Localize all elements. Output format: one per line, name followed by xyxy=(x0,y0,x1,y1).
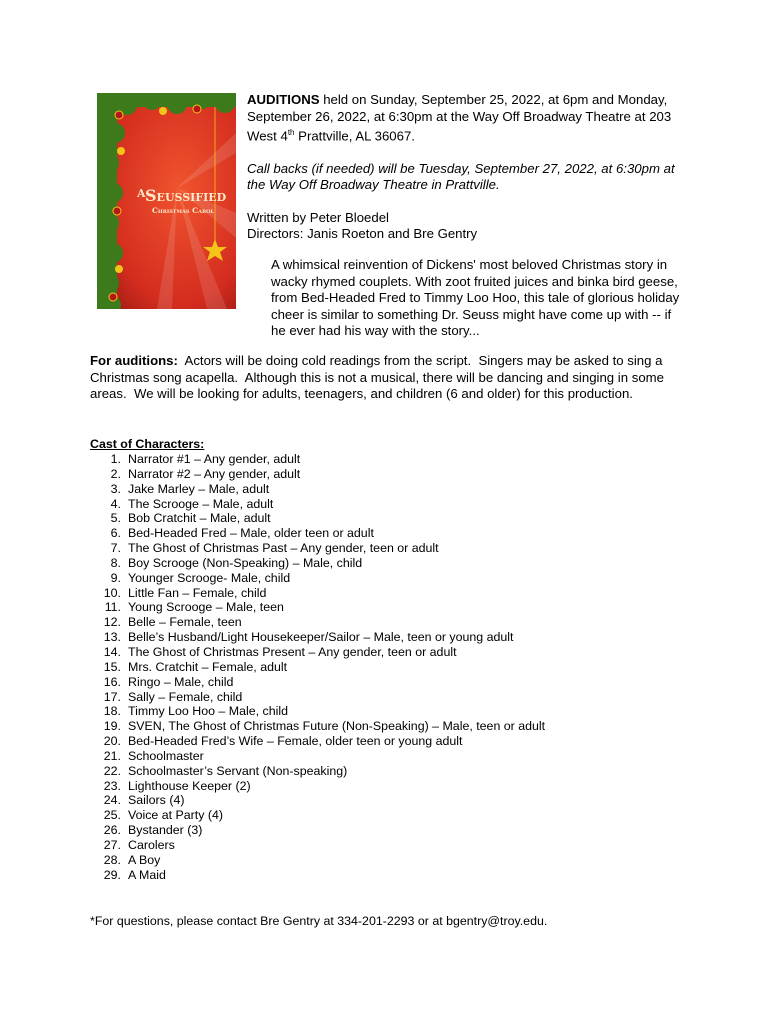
cast-list-item xyxy=(90,556,545,571)
cast-list-item xyxy=(90,630,545,645)
cast-item-number: 8. xyxy=(110,555,121,570)
cast-item-number: 17. xyxy=(103,689,121,704)
writer-line: Written by Peter Bloedel xyxy=(247,209,389,225)
cast-item-number: 20. xyxy=(103,734,121,749)
for-auditions-text: Actors will be doing cold readings from the script. Singers may be asked to sing a Christmas song acapella. Although this is not a musical, there will be dancing and singing in some areas. We will be looking for adults, teenagers, and children (6 and older) for this production. xyxy=(90,353,668,402)
poster-title-prefix: A xyxy=(137,187,146,200)
cast-list-item xyxy=(90,541,545,556)
cast-item-name: Sally – Female, child xyxy=(128,689,243,704)
poster-image xyxy=(97,93,236,309)
cast-item-number: 16. xyxy=(103,674,121,689)
cast-item-number: 25. xyxy=(103,808,121,823)
cast-item-name: Bed-Headed Fred – Male, older teen or adult xyxy=(128,526,374,541)
event-details xyxy=(247,92,677,259)
cast-list-item xyxy=(90,823,545,838)
cast-item-name: Schoolmaster xyxy=(128,748,204,763)
credits xyxy=(247,210,677,243)
cast-list-item xyxy=(90,764,545,779)
cast-list-item xyxy=(90,571,545,586)
cast-item-name: Little Fan – Female, child xyxy=(128,585,267,600)
cast-item-number: 13. xyxy=(103,630,121,645)
cast-list-item xyxy=(90,853,545,868)
cast-item-number: 12. xyxy=(103,615,121,630)
callbacks-paragraph: Call backs (if needed) will be Tuesday, September 27, 2022, at 6:30pm at the Way Off Broadway Theatre in Prattville. xyxy=(247,160,675,193)
cast-item-name: Lighthouse Keeper (2) xyxy=(128,778,251,793)
cast-item-number: 19. xyxy=(103,719,121,734)
cast-list-item xyxy=(90,467,545,482)
cast-item-number: 14. xyxy=(103,644,121,659)
contact-footer: *For questions, please contact Bre Gentry at 334-201-2293 or at bgentry@troy.edu. xyxy=(90,914,548,928)
cast-list-item xyxy=(90,660,545,675)
cast-heading: Cast of Characters: xyxy=(90,437,205,451)
cast-item-name: Voice at Party (4) xyxy=(128,808,224,823)
cast-item-name: A Boy xyxy=(128,852,161,867)
cast-item-number: 9. xyxy=(110,570,121,585)
cast-item-number: 28. xyxy=(103,852,121,867)
auditions-superscript: th xyxy=(287,128,295,137)
cast-item-number: 5. xyxy=(110,511,121,526)
cast-item-name: The Scrooge – Male, adult xyxy=(128,496,274,511)
cast-item-name: Schoolmaster’s Servant (Non-speaking) xyxy=(128,763,348,778)
cast-item-name: Bystander (3) xyxy=(128,823,203,838)
cast-item-number: 23. xyxy=(103,778,121,793)
auditions-paragraph xyxy=(247,92,677,145)
cast-item-name: Bob Cratchit – Male, adult xyxy=(128,511,271,526)
auditions-text-1: held on Sunday, September 25, 2022, at 6pm and Monday, September 26, 2022, at 6:30pm at the Way Off Broadway Theatre at 203 West 4 xyxy=(247,92,672,144)
cast-item-number: 21. xyxy=(103,748,121,763)
cast-item-number: 3. xyxy=(110,481,121,496)
poster-title-main: Seussified xyxy=(145,186,227,205)
cast-list-item xyxy=(90,526,545,541)
cast-list xyxy=(90,452,545,882)
cast-list-item xyxy=(90,645,545,660)
cast-item-name: Younger Scrooge- Male, child xyxy=(128,570,291,585)
cast-item-number: 7. xyxy=(110,541,121,556)
cast-item-name: Jake Marley – Male, adult xyxy=(128,481,270,496)
cast-item-number: 15. xyxy=(103,659,121,674)
cast-item-number: 6. xyxy=(110,526,121,541)
cast-item-number: 2. xyxy=(110,466,121,481)
cast-item-number: 27. xyxy=(103,837,121,852)
cast-item-name: Ringo – Male, child xyxy=(128,674,234,689)
cast-list-item xyxy=(90,779,545,794)
cast-item-number: 1. xyxy=(110,452,121,466)
cast-item-name: Belle – Female, teen xyxy=(128,615,242,630)
cast-item-name: Bed-Headed Fred’s Wife – Female, older teen or young adult xyxy=(128,734,463,749)
cast-list-item xyxy=(90,734,545,749)
for-auditions-label: For auditions: xyxy=(90,353,178,368)
cast-item-number: 10. xyxy=(103,585,121,600)
cast-list-item xyxy=(90,497,545,512)
cast-item-name: Narrator #2 – Any gender, adult xyxy=(128,466,301,481)
cast-list-item xyxy=(90,600,545,615)
cast-list-item xyxy=(90,586,545,601)
poster-title-sub: Christmas Carol xyxy=(152,206,215,215)
synopsis-paragraph: A whimsical reinvention of Dickens' most beloved Christmas story in wacky rhymed couplets. With zoot fruited juices and binka bird geese, from Bed-Headed Fred to Timmy Loo Hoo, this tale of glorious holiday cheer is similar to something Dr. Seuss might have come up with -- if he ever had his way with the story... xyxy=(271,257,680,339)
cast-item-number: 22. xyxy=(103,763,121,778)
cast-item-name: SVEN, The Ghost of Christmas Future (Non-Speaking) – Male, teen or adult xyxy=(128,719,546,734)
cast-item-number: 26. xyxy=(103,823,121,838)
cast-item-name: The Ghost of Christmas Present – Any gender, teen or adult xyxy=(128,644,457,659)
cast-list-item xyxy=(90,793,545,808)
cast-item-name: Narrator #1 – Any gender, adult xyxy=(128,452,301,466)
cast-item-number: 4. xyxy=(110,496,121,511)
cast-item-number: 29. xyxy=(103,867,121,882)
cast-list-item xyxy=(90,704,545,719)
cast-list-item xyxy=(90,482,545,497)
cast-item-name: A Maid xyxy=(128,867,166,882)
cast-item-name: The Ghost of Christmas Past – Any gender, teen or adult xyxy=(128,541,439,556)
cast-list-item xyxy=(90,749,545,764)
for-auditions-paragraph xyxy=(90,353,690,403)
auditions-label: AUDITIONS xyxy=(247,92,320,107)
cast-item-name: Sailors (4) xyxy=(128,793,185,808)
cast-list-item xyxy=(90,808,545,823)
cast-list-item xyxy=(90,615,545,630)
cast-list-item xyxy=(90,675,545,690)
cast-list-item xyxy=(90,452,545,467)
cast-item-name: Carolers xyxy=(128,837,175,852)
cast-list-item xyxy=(90,838,545,853)
cast-item-number: 24. xyxy=(103,793,121,808)
cast-item-name: Boy Scrooge (Non-Speaking) – Male, child xyxy=(128,555,363,570)
cast-item-name: Young Scrooge – Male, teen xyxy=(128,600,284,615)
cast-item-name: Belle’s Husband/Light Housekeeper/Sailor – Male, teen or young adult xyxy=(128,630,514,645)
cast-item-name: Timmy Loo Hoo – Male, child xyxy=(128,704,288,719)
cast-item-number: 11. xyxy=(104,600,121,615)
cast-list-item xyxy=(90,868,545,883)
auditions-text-2: Prattville, AL 36067. xyxy=(294,128,415,144)
cast-list-item xyxy=(90,719,545,734)
cast-item-number: 18. xyxy=(103,704,121,719)
cast-list-item xyxy=(90,511,545,526)
directors-line: Directors: Janis Roeton and Bre Gentry xyxy=(247,226,478,242)
cast-list-item xyxy=(90,690,545,705)
cast-item-name: Mrs. Cratchit – Female, adult xyxy=(128,659,288,674)
